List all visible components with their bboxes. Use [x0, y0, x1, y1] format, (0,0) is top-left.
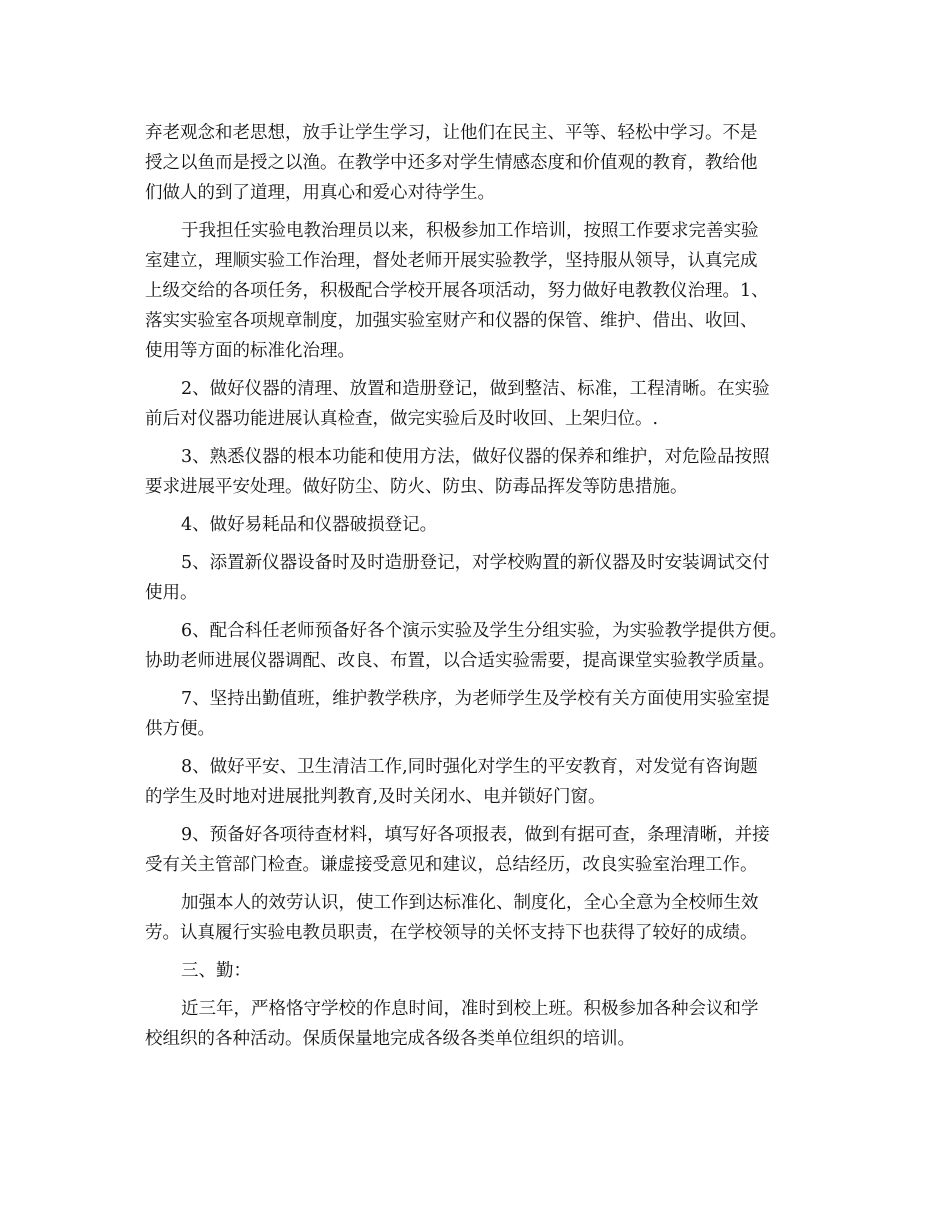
text-line: 上级交给的各项任务，积极配合学校开展各项活动，努力做好电教教仪治理。1、: [145, 281, 769, 301]
text-line: 使用。: [145, 583, 198, 603]
document-body: [145, 118, 815, 1054]
text-line: 供方便。: [145, 719, 215, 739]
paragraph-start-line: 5、添置新仪器设备时及时造册登记，对学校购置的新仪器及时安装调试交付: [181, 553, 770, 573]
paragraph-start-line: 7、坚持出勤值班，维护教学秩序，为老师学生及学校有关方面使用实验室提: [181, 689, 770, 709]
text-line: 们做人的到了道理，用真心和爱心对待学生。: [145, 183, 495, 203]
text-line: 落实实验室各项规章制度，加强实验室财产和仪器的保管、维护、借出、收回、: [145, 311, 758, 331]
paragraph-start-line: 近三年，严格恪守学校的作息时间，准时到校上班。积极参加各种会议和学: [181, 999, 759, 1019]
paragraph-start-line: 加强本人的效劳认识，使工作到达标准化、制度化，全心全意为全校师生效: [181, 893, 759, 913]
paragraph-start-line: 3、熟悉仪器的根本功能和使用方法，做好仪器的保养和维护，对危险品按照: [181, 447, 770, 467]
section-heading: 三、勤：: [181, 961, 251, 981]
paragraph-start-line: 2、做好仪器的清理、放置和造册登记，做到整洁、标准，工程清晰。在实验: [181, 379, 770, 399]
paragraph-start-line: 8、做好平安、卫生清洁工作,同时强化对学生的平安教育，对发觉有咨询题: [181, 757, 758, 777]
text-line: 弃老观念和老思想，放手让学生学习，让他们在民主、平等、轻松中学习。不是: [145, 123, 758, 143]
text-line: 要求进展平安处理。做好防尘、防火、防虫、防毒品挥发等防患措施。: [145, 477, 688, 497]
paragraph-start-line: 于我担任实验电教治理员以来，积极参加工作培训，按照工作要求完善实验: [181, 221, 759, 241]
paragraph-start-line: 4、做好易耗品和仪器破损登记。: [181, 515, 438, 535]
text-line: 协助老师进展仪器调配、改良、布置，以合适实验需要，提高课堂实验教学质量。: [145, 651, 775, 671]
paragraph-start-line: 6、配合科任老师预备好各个演示实验及学生分组实验，为实验教学提供方便。: [181, 621, 788, 641]
paragraph-start-line: 9、预备好各项待查材料，填写好各项报表，做到有据可查，条理清晰，并接: [181, 825, 770, 845]
text-line: 授之以鱼而是授之以渔。在教学中还多对学生情感态度和价值观的教育，教给他: [145, 153, 758, 173]
text-line: 校组织的各种活动。保质保量地完成各级各类单位组织的培训。: [145, 1029, 635, 1049]
text-line: 受有关主管部门检查。谦虚接受意见和建议，总结经历，改良实验室治理工作。: [145, 855, 758, 875]
text-line: 的学生及时地对进展批判教育,及时关闭水、电并锁好门窗。: [145, 787, 606, 807]
text-line: 劳。认真履行实验电教员职责，在学校领导的关怀支持下也获得了较好的成绩。: [145, 923, 758, 943]
text-line: 使用等方面的标准化治理。: [145, 341, 355, 361]
text-line: 室建立，理顺实验工作治理，督处老师开展实验教学，坚持服从领导，认真完成: [145, 251, 758, 271]
text-line: 前后对仪器功能进展认真检查，做完实验后及时收回、上架归位。.: [145, 409, 659, 429]
